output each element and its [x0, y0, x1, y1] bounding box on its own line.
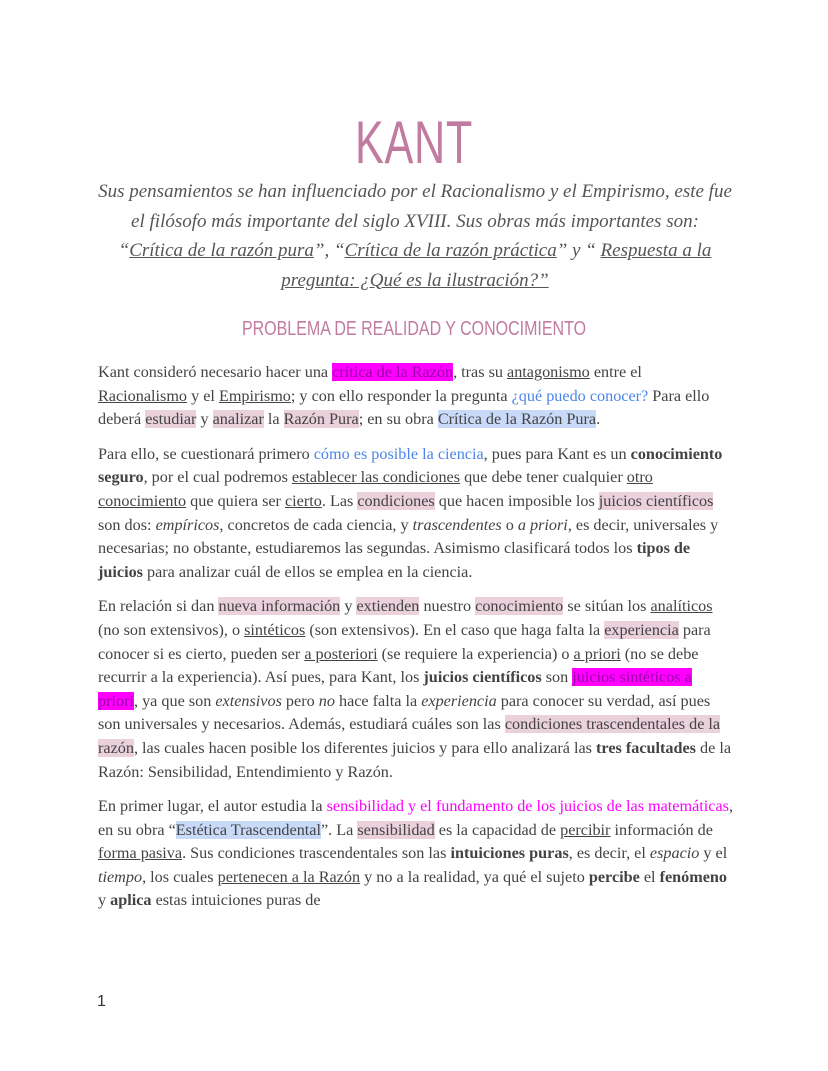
underlined-text: a posteriori [304, 644, 378, 663]
text-run: y [196, 410, 213, 429]
text-run: la [263, 410, 284, 429]
document-body [98, 361, 734, 924]
underlined-text: Racionalismo [98, 386, 188, 405]
underlined-text: a priori [573, 644, 621, 663]
underlined-text: forma pasiva [98, 844, 183, 863]
text-run: nuestro [419, 597, 476, 616]
text-run: , las cuales hacen posible los diferentes juicios y para ello analizará las [133, 738, 597, 757]
text-run: que debe tener cualquier [460, 468, 627, 487]
text-run: y [98, 891, 111, 910]
text-run: que quiera ser [186, 491, 285, 510]
magenta-highlight: juicios sintéticos a priori [98, 668, 692, 710]
paragraph [98, 795, 734, 913]
underlined-text: Crítica de la razón pura [129, 240, 314, 261]
text-run: Para ello, se cuestionará primero [98, 444, 314, 463]
page-number: 1 [97, 993, 106, 1010]
text-run: . Las [321, 491, 358, 510]
text-run: para conocer su verdad, así pues son universales y necesarios. Además, estudiará cuáles son las [98, 691, 711, 734]
underlined-text: percibir [560, 820, 611, 839]
text-run: y no a la realidad, ya qué el sujeto [360, 867, 589, 886]
pink-highlight: conocimiento [475, 597, 564, 616]
text-run: información de [610, 820, 713, 839]
pink-highlight: condiciones [357, 491, 435, 510]
underlined-text: sintéticos [244, 620, 306, 639]
text-run: se sitúan los [563, 597, 651, 616]
italic-text: espacio [649, 844, 700, 863]
text-run: , en su obra “ [98, 797, 733, 839]
bold-text: percibe [588, 867, 640, 886]
text-run: Kant consideró necesario hacer una [98, 363, 333, 381]
magenta-text: sensibilidad y el fundamento de los juicios de las matemáticas [326, 797, 729, 816]
text-run: . [596, 410, 601, 429]
underlined-text: cierto [285, 491, 322, 510]
text-run: ; y con ello responder la pregunta [290, 386, 512, 405]
text-run: (no son extensivos), o [98, 620, 245, 639]
text-run: o [501, 515, 518, 534]
underlined-text: analíticos [650, 597, 713, 616]
italic-text: experiencia [421, 691, 497, 710]
text-run: el [639, 867, 660, 886]
text-run: En primer lugar, el autor estudia la [98, 797, 327, 816]
text-run: , los cuales [142, 867, 218, 886]
text-run: estas intuiciones puras de [151, 891, 321, 910]
bold-text: tipos de juicios [98, 539, 691, 581]
bold-text: intuiciones puras [450, 844, 569, 863]
italic-text: no [318, 691, 335, 710]
document-subtitle [98, 177, 732, 295]
text-run: , es decir, universales y necesarias; no obstante, estudiaremos las segundas. Asimismo clasificará todos los [98, 515, 719, 558]
paragraph [98, 443, 734, 585]
text-run: . Sus condiciones trascendentales son las [182, 844, 451, 863]
text-run: y [340, 597, 357, 616]
underlined-text: Respuesta a la pregunta: ¿Qué es la ilustración?” [281, 240, 712, 291]
pink-highlight: sensibilidad [357, 820, 435, 839]
document-title: KANT [354, 109, 474, 176]
text-run: son dos: [98, 515, 156, 534]
blue-highlight: Crítica de la Razón Pura [437, 410, 597, 429]
text-run: y el [187, 386, 219, 405]
text-run: , concretos de cada ciencia, y [219, 515, 413, 534]
text-run: En relación si dan [98, 597, 219, 616]
text-run: hace falta la [334, 691, 422, 710]
bold-text: fenómeno [659, 867, 728, 886]
pink-highlight: extienden [356, 597, 420, 616]
bold-text: conocimiento seguro [98, 444, 723, 487]
text-run: entre el [589, 363, 642, 381]
italic-text: empíricos [155, 515, 220, 534]
text-run: , tras su [453, 363, 508, 381]
italic-text: extensivos [215, 691, 282, 710]
underlined-text: establecer las condiciones [291, 468, 461, 487]
italic-text: tiempo [98, 867, 143, 886]
pink-highlight: juicios científicos [598, 491, 714, 510]
pink-highlight: condiciones trascendentales de la razón [98, 715, 721, 757]
text-run: , ya que son [133, 691, 216, 710]
bold-text: juicios científicos [423, 668, 542, 687]
text-run: ; en su obra [358, 410, 438, 429]
paragraph [98, 595, 734, 784]
text-run: es la capacidad de [434, 820, 561, 839]
blue-text: ¿qué puedo conocer? [511, 386, 649, 405]
text-run: , es decir, el [568, 844, 650, 863]
text-run: , pues para Kant es un [483, 444, 631, 463]
text-run: Sus pensamientos se han influenciado por el Racionalismo y el Empirismo, este fue el filósofo más importante del siglo XVIII. Sus obras más importantes son: “ [98, 181, 732, 261]
text-run: ”, “ [313, 240, 345, 261]
section-heading: PROBLEMA DE REALIDAD Y CONOCIMIENTO [241, 318, 587, 340]
underlined-text: pertenecen a la Razón [217, 867, 361, 886]
text-run: (se requiere la experiencia) o [377, 644, 574, 663]
text-run: (son extensivos). En el caso que haga falta la [305, 620, 605, 639]
bold-text: tres facultades [596, 738, 696, 757]
pink-highlight: analizar [212, 410, 264, 429]
text-run: ” y “ [556, 240, 601, 261]
pink-highlight: Razón Pura [283, 410, 359, 429]
pink-highlight: nueva información [218, 597, 341, 616]
pink-highlight: experiencia [604, 620, 679, 639]
underlined-text: antagonismo [507, 363, 590, 381]
magenta-highlight: crítica de la Razón [332, 363, 454, 381]
pink-highlight: estudiar [145, 410, 197, 429]
text-run: , por el cual podremos [143, 468, 292, 487]
text-run: de la Razón: Sensibilidad, Entendimiento y Razón. [98, 738, 732, 781]
blue-text: cómo es posible la ciencia [313, 444, 484, 463]
blue-highlight: Estética Trascendental [175, 820, 321, 839]
text-run: ”. La [320, 820, 358, 839]
bold-text: aplica [110, 891, 152, 910]
italic-text: a priori [517, 515, 568, 534]
underlined-text: Empirismo [218, 386, 291, 405]
paragraph [98, 361, 734, 432]
underlined-text: Crítica de la razón práctica [344, 240, 557, 261]
italic-text: trascendentes [412, 515, 502, 534]
text-run: y el [699, 844, 728, 863]
text-run: son [541, 668, 573, 687]
text-run: para analizar cuál de ellos se emplea en la ciencia. [142, 562, 473, 581]
text-run: que hacen imposible los [434, 491, 599, 510]
text-run: Para ello deberá [98, 386, 710, 429]
underlined-text: otro conocimiento [98, 468, 653, 510]
text-run: para conocer si es cierto, pueden ser [98, 620, 711, 663]
text-run: pero [281, 691, 319, 710]
text-run: (no se debe recurrir a la experiencia). Así pues, para Kant, los [98, 644, 699, 687]
